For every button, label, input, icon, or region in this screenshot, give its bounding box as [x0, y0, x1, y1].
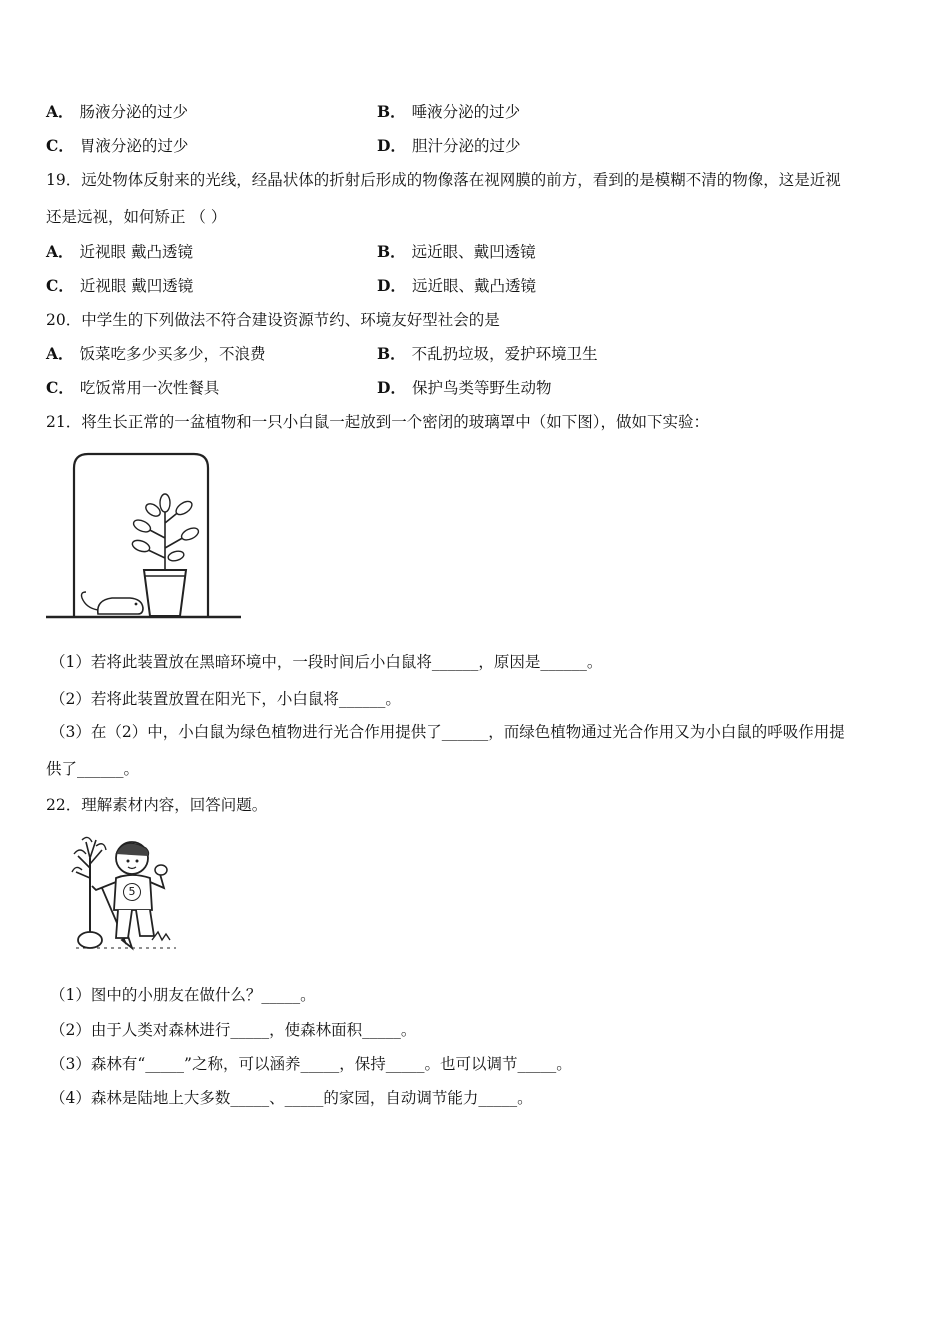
- option-text: 近视眼 戴凹透镜: [79, 277, 194, 295]
- option-text: 胃液分泌的过少: [79, 137, 189, 155]
- option-text: 吃饭常用一次性餐具: [79, 379, 220, 397]
- option-label: A．: [46, 344, 74, 363]
- q20-option-c: [46, 378, 219, 398]
- option-label: A．: [46, 102, 74, 121]
- q18-option-d: [377, 136, 520, 156]
- bell-jar-plant-mouse-icon: [46, 448, 241, 626]
- q19-option-c: [46, 276, 193, 296]
- q19-stem-line1: 19．远处物体反射来的光线，经晶状体的折射后形成的物像落在视网膜的前方，看到的是模糊不清的物像，这是近视: [46, 171, 841, 189]
- q19-option-d: [377, 276, 536, 296]
- q22-stem: 22．理解素材内容，回答问题。: [46, 796, 268, 814]
- q22-sub4: （4）森林是陆地上大多数_____、_____的家园，自动调节能力_____。: [50, 1089, 533, 1107]
- option-label: C．: [46, 136, 74, 155]
- option-label: D．: [377, 136, 406, 155]
- q19-stem-line2: 还是远视，如何矫正 （ ）: [46, 208, 227, 226]
- option-text: 唾液分泌的过少: [411, 103, 521, 121]
- q21-sub3-line1: （3）在（2）中，小白鼠为绿色植物进行光合作用提供了______，而绿色植物通过光合作用又为小白鼠的呼吸作用提: [50, 723, 845, 741]
- bell-jar-figure: [46, 448, 241, 626]
- q21-sub1: （1）若将此装置放在黑暗环境中，一段时间后小白鼠将______，原因是______。: [50, 653, 603, 671]
- q18-option-a: [46, 102, 188, 122]
- option-label: B．: [377, 242, 406, 261]
- q22-sub1: （1）图中的小朋友在做什么？_____。: [50, 986, 316, 1004]
- option-text: 远近眼、戴凸透镜: [411, 277, 536, 295]
- option-label: C．: [46, 378, 74, 397]
- q20-option-b: [377, 344, 598, 364]
- q22-sub2: （2）由于人类对森林进行_____，使森林面积_____。: [50, 1021, 417, 1039]
- option-label: C．: [46, 276, 74, 295]
- option-text: 不乱扔垃圾，爱护环境卫生: [411, 345, 598, 363]
- boy-planting-tree-figure: [66, 828, 196, 958]
- option-text: 远近眼、戴凹透镜: [411, 243, 536, 261]
- option-label: A．: [46, 242, 74, 261]
- shirt-number-badge: 5: [123, 883, 141, 901]
- option-label: D．: [377, 378, 406, 397]
- q20-option-a: [46, 344, 266, 364]
- option-text: 饭菜吃多少买多少，不浪费: [79, 345, 266, 363]
- q21-sub2: （2）若将此装置放置在阳光下，小白鼠将______。: [50, 690, 401, 708]
- q18-option-b: [377, 102, 520, 122]
- option-label: B．: [377, 344, 406, 363]
- option-label: D．: [377, 276, 406, 295]
- q19-option-b: [377, 242, 536, 262]
- q21-stem: 21．将生长正常的一盆植物和一只小白鼠一起放到一个密闭的玻璃罩中（如下图），做如下实验：: [46, 413, 709, 431]
- q20-stem: 20．中学生的下列做法不符合建设资源节约、环境友好型社会的是: [46, 311, 500, 329]
- q22-sub3: （3）森林有“_____”之称，可以涵养_____，保持_____。也可以调节_____。: [50, 1055, 572, 1073]
- option-text: 近视眼 戴凸透镜: [79, 243, 193, 261]
- option-text: 肠液分泌的过少: [79, 103, 189, 121]
- option-label: B．: [377, 102, 406, 121]
- q21-sub3-line2: 供了______。: [46, 760, 140, 778]
- q19-option-a: [46, 242, 193, 262]
- q18-option-c: [46, 136, 188, 156]
- option-text: 胆汁分泌的过少: [411, 137, 521, 155]
- option-text: 保护鸟类等野生动物: [411, 379, 552, 397]
- q20-option-d: [377, 378, 551, 398]
